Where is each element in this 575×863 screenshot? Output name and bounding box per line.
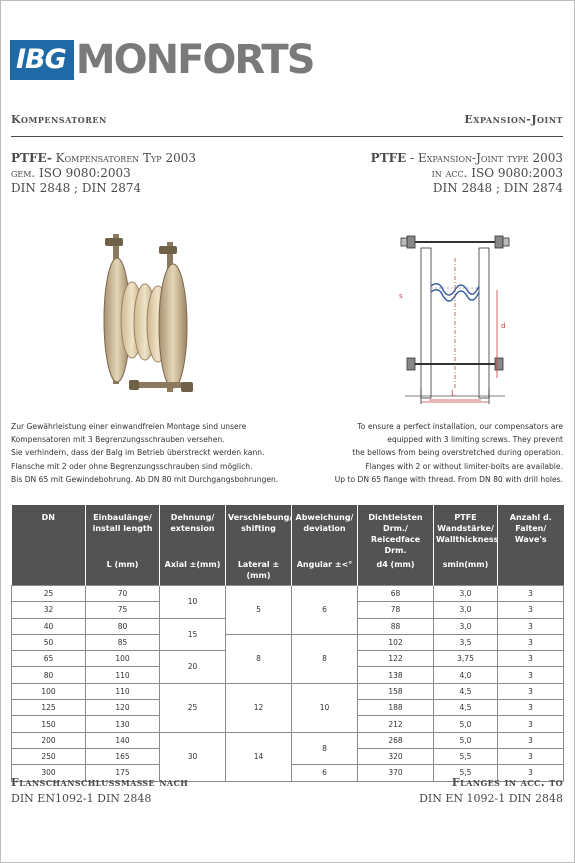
cell-smin: 4,0 <box>434 667 498 683</box>
cell-length: 85 <box>86 634 160 650</box>
header-left: Kompensatoren <box>11 113 107 126</box>
title-block-german <box>11 151 196 196</box>
desc-line: Up to DN 65 flange with thread. From DN 80 with drill holes. <box>334 474 563 484</box>
cell-d4: 138 <box>358 667 434 683</box>
cell-smin: 4,5 <box>434 700 498 716</box>
cell-length: 140 <box>86 732 160 748</box>
col-unit-lateral: Lateral ±(mm) <box>226 556 292 586</box>
cell-length: 75 <box>86 602 160 618</box>
col-header-smin: PTFE Wandstärke/ Wallthickness <box>434 505 498 556</box>
drawing-label-d: d <box>501 322 506 330</box>
desc-line: Flanges with 2 or without limiter-bolts are available. <box>365 461 563 471</box>
cell-dn: 250 <box>12 748 86 764</box>
desc-line: equipped with 3 limiting screws. They prevent <box>387 435 563 445</box>
col-unit-axial: Axial ±(mm) <box>160 556 226 586</box>
col-unit-waves <box>498 556 564 586</box>
cell-waves: 3 <box>498 618 564 634</box>
col-header-dn: DN <box>12 505 86 556</box>
title-left-bold: PTFE- <box>11 151 52 165</box>
logo-word: MONFORTS <box>75 37 314 83</box>
cell-waves: 3 <box>498 651 564 667</box>
cell-lateral: 8 <box>226 634 292 683</box>
col-unit-dn <box>12 556 86 586</box>
cell-angular: 6 <box>292 586 358 635</box>
cell-smin: 3,75 <box>434 651 498 667</box>
desc-line: the bellows from being overstretched during operation. <box>352 448 563 458</box>
title-left-rest: Kompensatoren Typ 2003 <box>51 151 196 165</box>
cell-length: 70 <box>86 586 160 602</box>
cell-length: 80 <box>86 618 160 634</box>
cell-d4: 188 <box>358 700 434 716</box>
table-row <box>12 634 564 650</box>
cell-smin: 3,0 <box>434 602 498 618</box>
title-left-line3: DIN 2848 ; DIN 2874 <box>11 181 142 195</box>
cell-dn: 150 <box>12 716 86 732</box>
cell-waves: 3 <box>498 602 564 618</box>
cell-angular: 6 <box>292 765 358 781</box>
cell-dn: 50 <box>12 634 86 650</box>
cell-d4: 78 <box>358 602 434 618</box>
header-divider <box>11 136 563 137</box>
cell-length: 110 <box>86 667 160 683</box>
cell-waves: 3 <box>498 732 564 748</box>
footer-left-standard: DIN EN1092-1 DIN 2848 <box>11 792 152 805</box>
cell-waves: 3 <box>498 716 564 732</box>
cell-d4: 158 <box>358 683 434 699</box>
title-block-english <box>371 151 563 196</box>
cell-smin: 5,5 <box>434 748 498 764</box>
cell-waves: 3 <box>498 748 564 764</box>
col-header-angular: Abweichung/ deviation <box>292 505 358 556</box>
table-row <box>12 732 564 748</box>
col-header-axial: Dehnung/ extension <box>160 505 226 556</box>
cell-length: 130 <box>86 716 160 732</box>
description-english <box>335 420 563 486</box>
table-subheader-row <box>12 556 564 586</box>
footer-german <box>11 775 188 807</box>
cell-dn: 32 <box>12 602 86 618</box>
description-german <box>11 420 278 486</box>
cell-axial: 15 <box>160 618 226 651</box>
cell-dn: 80 <box>12 667 86 683</box>
cell-waves: 3 <box>498 667 564 683</box>
col-header-d4: Dichtleisten Drm./ Reicedface Drm. <box>358 505 434 556</box>
cell-waves: 3 <box>498 586 564 602</box>
footer-english <box>419 775 563 807</box>
cell-length: 110 <box>86 683 160 699</box>
cell-waves: 3 <box>498 683 564 699</box>
col-header-length: Einbaulänge/ install length <box>86 505 160 556</box>
cell-axial: 25 <box>160 683 226 732</box>
cell-smin: 4,5 <box>434 683 498 699</box>
cell-length: 175 <box>86 765 160 781</box>
col-header-lateral: Verschiebung/ shifting <box>226 505 292 556</box>
title-left-line2: gem. ISO 9080:2003 <box>11 166 131 180</box>
cell-smin: 3,5 <box>434 634 498 650</box>
cell-angular: 10 <box>292 683 358 732</box>
drawing-label-s: s <box>399 292 403 300</box>
footer-left-title: Flanschanschlussmaße nach <box>11 776 189 789</box>
cell-d4: 88 <box>358 618 434 634</box>
cell-smin: 5,0 <box>434 732 498 748</box>
cell-angular: 8 <box>292 732 358 765</box>
cell-dn: 125 <box>12 700 86 716</box>
company-logo <box>10 37 314 83</box>
col-header-waves: Anzahl d. Falten/ Wave's <box>498 505 564 556</box>
cell-dn: 100 <box>12 683 86 699</box>
specification-table <box>11 505 564 782</box>
cell-smin: 3,0 <box>434 618 498 634</box>
desc-line: Sie verhindern, dass der Balg im Betrieb überstreckt werden kann. <box>11 448 265 458</box>
desc-line: Bis DN 65 mit Gewindebohrung. Ab DN 80 mit Durchgangsbohrungen. <box>11 474 279 484</box>
title-right-line3: DIN 2848 ; DIN 2874 <box>432 181 563 195</box>
cell-waves: 3 <box>498 634 564 650</box>
table-row <box>12 586 564 602</box>
cell-axial: 20 <box>160 651 226 684</box>
cell-d4: 102 <box>358 634 434 650</box>
technical-drawing <box>385 228 525 413</box>
cell-dn: 25 <box>12 586 86 602</box>
desc-line: Zur Gewährleistung einer einwandfreien Montage sind unsere <box>11 422 247 431</box>
cell-length: 120 <box>86 700 160 716</box>
cell-dn: 300 <box>12 765 86 781</box>
title-right-line2: in acc. ISO 9080:2003 <box>431 166 563 180</box>
desc-line: Flansche mit 2 oder ohne Begrenzungsschrauben sind möglich. <box>11 461 253 471</box>
cell-lateral: 12 <box>226 683 292 732</box>
cell-d4: 212 <box>358 716 434 732</box>
cell-d4: 68 <box>358 586 434 602</box>
cell-smin: 5,0 <box>434 716 498 732</box>
cell-smin: 3,0 <box>434 586 498 602</box>
table-row <box>12 683 564 699</box>
title-right-bold: PTFE <box>370 151 407 165</box>
cell-d4: 370 <box>358 765 434 781</box>
cell-waves: 3 <box>498 700 564 716</box>
cell-dn: 65 <box>12 651 86 667</box>
cell-d4: 320 <box>358 748 434 764</box>
cell-axial: 10 <box>160 586 226 619</box>
cell-lateral: 5 <box>226 586 292 635</box>
table-body <box>12 586 564 782</box>
cell-length: 165 <box>86 748 160 764</box>
col-unit-angular: Angular ±<° <box>292 556 358 586</box>
cell-length: 100 <box>86 651 160 667</box>
title-right-rest: - Expansion-Joint type 2003 <box>406 151 563 165</box>
header-right: Expansion-Joint <box>464 113 563 126</box>
cell-d4: 122 <box>358 651 434 667</box>
footer-right-title: Flanges in acc. to <box>451 776 563 789</box>
cell-lateral: 14 <box>226 732 292 781</box>
cell-dn: 200 <box>12 732 86 748</box>
table-header-row <box>12 505 564 556</box>
cell-smin: 5,5 <box>434 765 498 781</box>
cell-d4: 268 <box>358 732 434 748</box>
cell-angular: 8 <box>292 634 358 683</box>
cell-dn: 40 <box>12 618 86 634</box>
drawing-label-length: L <box>451 389 456 398</box>
logo-box: IBG <box>10 40 74 80</box>
footer-right-standard: DIN EN 1092-1 DIN 2848 <box>419 792 563 805</box>
product-photo <box>95 232 210 407</box>
cell-waves: 3 <box>498 765 564 781</box>
col-unit-smin: smin(mm) <box>434 556 498 586</box>
col-unit-length: L (mm) <box>86 556 160 586</box>
desc-line: Kompensatoren mit 3 Begrenzungsschrauben versehen. <box>11 435 225 445</box>
col-unit-d4: d4 (mm) <box>358 556 434 586</box>
cell-axial: 30 <box>160 732 226 781</box>
desc-line: To ensure a perfect installation, our compensators are <box>357 422 563 431</box>
